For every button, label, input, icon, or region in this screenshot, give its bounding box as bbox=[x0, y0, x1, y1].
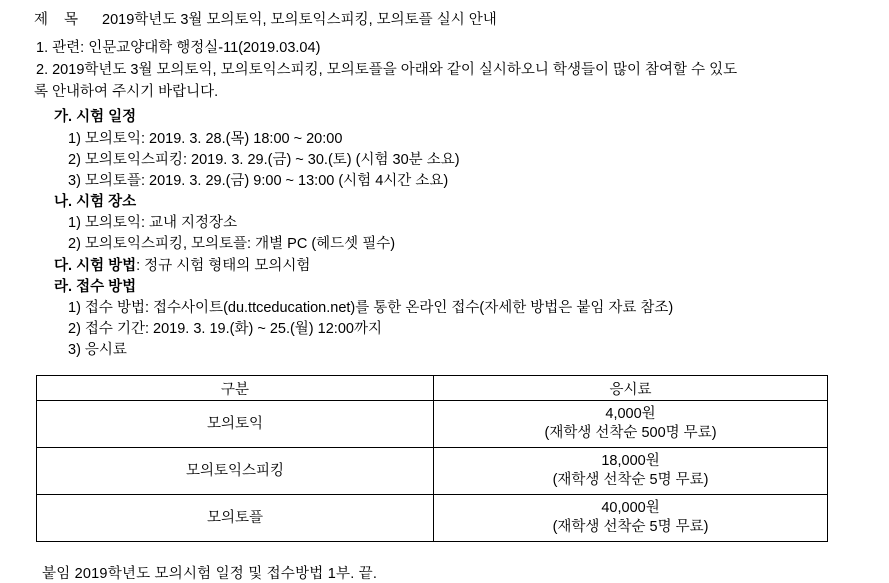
document-title-row bbox=[0, 8, 889, 29]
fee-note: (재학생 선착순 5명 무료) bbox=[552, 519, 709, 536]
section-item: 1) 모의토익: 2019. 3. 28.(목) 18:00 ~ 20:00 bbox=[68, 130, 343, 147]
fee-amount: 4,000원 bbox=[605, 405, 656, 422]
column-header-category: 구분 bbox=[37, 376, 434, 401]
section-heading-location: 나. 시험 장소 bbox=[54, 194, 137, 211]
section-heading-schedule: 가. 시험 일정 bbox=[54, 109, 137, 126]
section-item: 1) 접수 방법: 접수사이트(du.ttceducation.net)를 통한 온라인 접수(자세한 방법은 붙임 자료 참조) bbox=[68, 299, 674, 316]
fee-note: (재학생 선착순 500명 무료) bbox=[544, 425, 717, 442]
fee-amount: 40,000원 bbox=[601, 499, 660, 516]
fee-table-wrapper bbox=[36, 375, 828, 542]
section-item: 1) 모의토익: 교내 지정장소 bbox=[68, 215, 238, 232]
fee-note: (재학생 선착순 5명 무료) bbox=[552, 472, 709, 489]
cell-category: 모의토익스피킹 bbox=[37, 448, 434, 495]
attachment-note: 붙임 2019학년도 모의시험 일정 및 접수방법 1부. 끝. bbox=[42, 566, 378, 583]
section-heading-method-value: : 정규 시험 형태의 모의시험 bbox=[136, 257, 311, 274]
paragraph-intro-line2: 록 안내하여 주시기 바랍니다. bbox=[34, 84, 219, 101]
cell-fee bbox=[434, 495, 828, 542]
section-heading-registration: 라. 접수 방법 bbox=[54, 278, 137, 295]
column-header-fee: 응시료 bbox=[434, 376, 828, 401]
table-row bbox=[37, 401, 828, 448]
section-item: 3) 모의토플: 2019. 3. 29.(금) 9:00 ~ 13:00 (시험 4시간 소요) bbox=[68, 172, 449, 189]
title-label: 제 목 bbox=[34, 12, 85, 28]
section-item: 2) 모의토익스피킹: 2019. 3. 29.(금) ~ 30.(토) (시험 30분 소요) bbox=[68, 151, 460, 168]
table-row bbox=[37, 495, 828, 542]
paragraph-reference: 1. 관련: 인문교양대학 행정실-11(2019.03.04) bbox=[36, 40, 321, 56]
section-item: 2) 접수 기간: 2019. 3. 19.(화) ~ 25.(월) 12:00까지 bbox=[68, 321, 382, 338]
section-heading-method bbox=[36, 256, 873, 277]
section-item: 3) 응시료 bbox=[68, 342, 127, 359]
fee-amount: 18,000원 bbox=[601, 452, 660, 469]
page-title: 2019학년도 3월 모의토익, 모의토익스피킹, 모의토플 실시 안내 bbox=[102, 12, 497, 28]
cell-fee bbox=[434, 401, 828, 448]
table-row bbox=[37, 448, 828, 495]
section-item: 2) 모의토익스피킹, 모의토플: 개별 PC (헤드셋 필수) bbox=[68, 236, 396, 253]
table-header-row bbox=[37, 376, 828, 401]
paragraph-intro-line1: 2. 2019학년도 3월 모의토익, 모의토익스피킹, 모의토플을 아래와 같이 실시하오니 학생들이 많이 참여할 수 있도 bbox=[36, 62, 738, 79]
cell-category: 모의토익 bbox=[37, 401, 434, 448]
fee-table bbox=[36, 375, 828, 542]
cell-fee bbox=[434, 448, 828, 495]
section-heading-method-label: 다. 시험 방법 bbox=[54, 257, 137, 274]
document-body bbox=[0, 38, 889, 361]
cell-category: 모의토플 bbox=[37, 495, 434, 542]
